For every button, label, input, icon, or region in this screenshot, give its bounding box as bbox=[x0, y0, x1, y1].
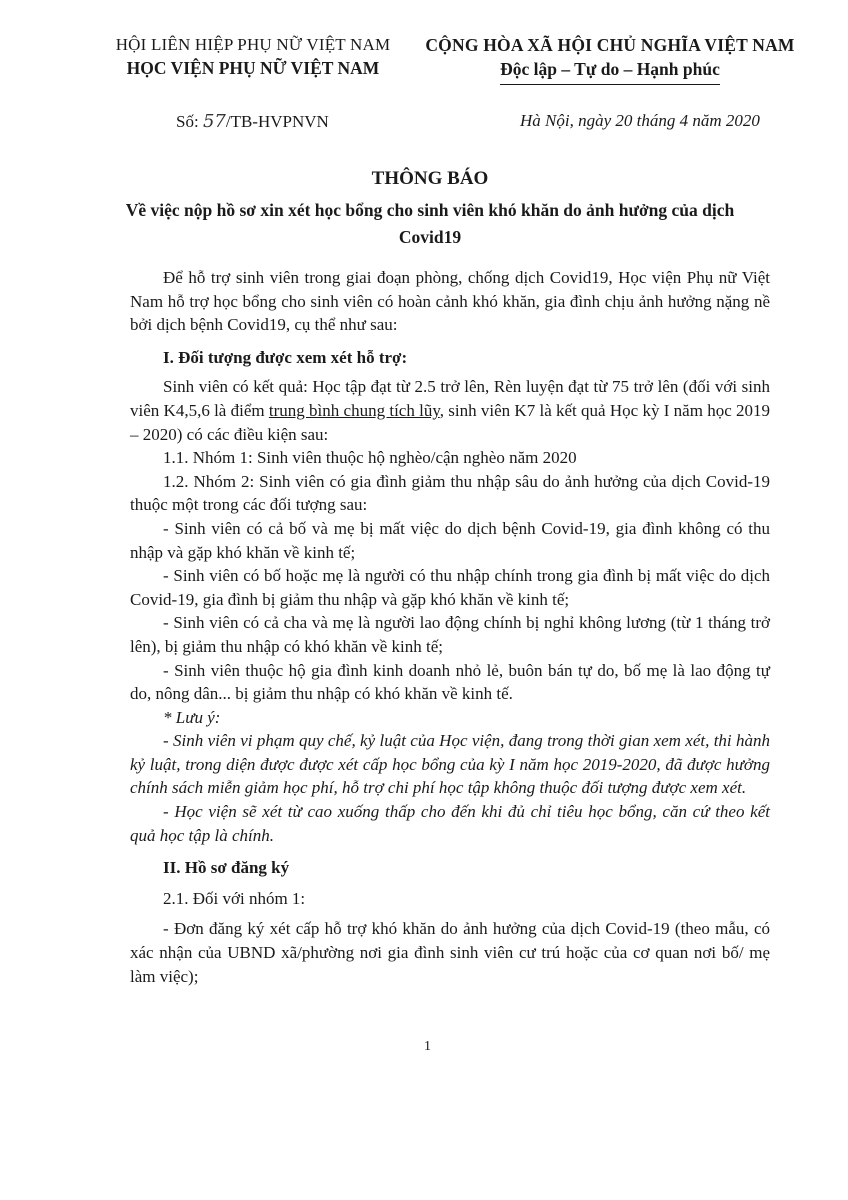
handwritten-day: 20 bbox=[615, 111, 633, 130]
document-title: THÔNG BÁO bbox=[371, 168, 489, 189]
date-line: Hà Nội, ngày 20 tháng 4 năm 2020 bbox=[520, 111, 760, 130]
group-1: 1.1. Nhóm 1: Sinh viên thuộc hộ nghèo/cận nghèo năm 2020 bbox=[163, 448, 577, 468]
organization-name: HỌC VIỆN PHỤ NỮ VIỆT NAM bbox=[126, 58, 380, 78]
document-body bbox=[130, 266, 770, 988]
intro-paragraph: Để hỗ trợ sinh viên trong giai đoạn phòng, chống dịch Covid19, Học viện Phụ nữ Việt Nam hỗ trợ học bổng cho sinh viên có hoàn cảnh khó khăn, gia đình chịu ảnh hưởng nặng nề bởi dịch bệnh Covid19, cụ thể như sau: bbox=[130, 268, 770, 335]
subsection-2-1: 2.1. Đối với nhóm 1: bbox=[163, 888, 306, 908]
section-2-heading: II. Hồ sơ đăng ký bbox=[163, 858, 290, 878]
list-item: - Đơn đăng ký xét cấp hỗ trợ khó khăn do ảnh hưởng của dịch Covid-19 (theo mẫu, có xác nhận của UBND xã/phường nơi gia đình sinh viên cư trú hoặc của cơ quan nơi bố/ mẹ làm việc); bbox=[130, 919, 770, 986]
parent-organization: HỘI LIÊN HIỆP PHỤ NỮ VIỆT NAM bbox=[115, 35, 391, 54]
national-heading bbox=[410, 34, 810, 85]
list-item: - Sinh viên có cả cha và mẹ là người lao động chính bị nghỉ không lương (từ 1 tháng trở lên), bị giảm thu nhập có khó khăn về kinh tế; bbox=[130, 613, 770, 656]
section-1-heading: I. Đối tượng được xem xét hỗ trợ: bbox=[163, 347, 408, 367]
page-number: 1 bbox=[424, 1039, 431, 1054]
handwritten-number: 57 bbox=[202, 111, 226, 132]
list-item: - Sinh viên có bố hoặc mẹ là người có thu nhập chính trong gia đình bị mất việc do dịch Covid-19, gia đình bị giảm thu nhập và gặp khó khăn về kinh tế; bbox=[130, 566, 770, 609]
list-item: - Sinh viên có cả bố và mẹ bị mất việc do dịch bệnh Covid-19, gia đình không có thu nhập và gặp khó khăn về kinh tế; bbox=[130, 518, 770, 562]
eligibility-criteria: Sinh viên có kết quả: Học tập đạt từ 2.5 trở lên, Rèn luyện đạt từ 75 trở lên (đối với sinh viên K4,5,6 là điểm trung bình chung tích lũy, sinh viên K7 là kết quả Học kỳ I năm học 2019 – 2020) có các điều kiện sau: bbox=[130, 377, 771, 444]
note-item: - Học viện sẽ xét từ cao xuống thấp cho đến khi đủ chỉ tiêu học bổng, căn cứ theo kết quả học tập là chính. bbox=[130, 802, 770, 845]
note-item: - Sinh viên vi phạm quy chế, kỷ luật của Học viện, đang trong thời gian xem xét, thi hành kỷ luật, trong diện được được xét cấp học bổng của kỳ I năm học 2019-2020, đã được hưởng chính sách miễn giảm học phí, hỗ trợ chi phí học tập không thuộc đối tượng được xem xét. bbox=[130, 731, 770, 798]
nation-title: CỘNG HÒA XÃ HỘI CHỦ NGHĨA VIỆT NAM bbox=[425, 35, 795, 55]
group-2: 1.2. Nhóm 2: Sinh viên có gia đình giảm thu nhập sâu do ảnh hưởng của dịch Covid-19 thuộc một trong các đối tượng sau: bbox=[130, 471, 770, 515]
national-motto: Độc lập – Tự do – Hạnh phúc bbox=[500, 56, 720, 85]
document-number: Số: 57/TB-HVPNVN bbox=[176, 111, 329, 132]
document-subtitle: Về việc nộp hồ sơ xin xét học bổng cho sinh viên khó khăn do ảnh hưởng của dịch Covid19 bbox=[125, 200, 735, 247]
issuer-block bbox=[108, 34, 398, 80]
list-item: - Sinh viên thuộc hộ gia đình kinh doanh nhỏ lẻ, buôn bán tự do, bố mẹ là lao động tự do, nông dân... bị giảm thu nhập có khó khăn về kinh tế. bbox=[130, 660, 770, 704]
note-label: * Lưu ý: bbox=[163, 707, 221, 727]
underlined-term: trung bình chung tích lũy bbox=[268, 400, 440, 420]
